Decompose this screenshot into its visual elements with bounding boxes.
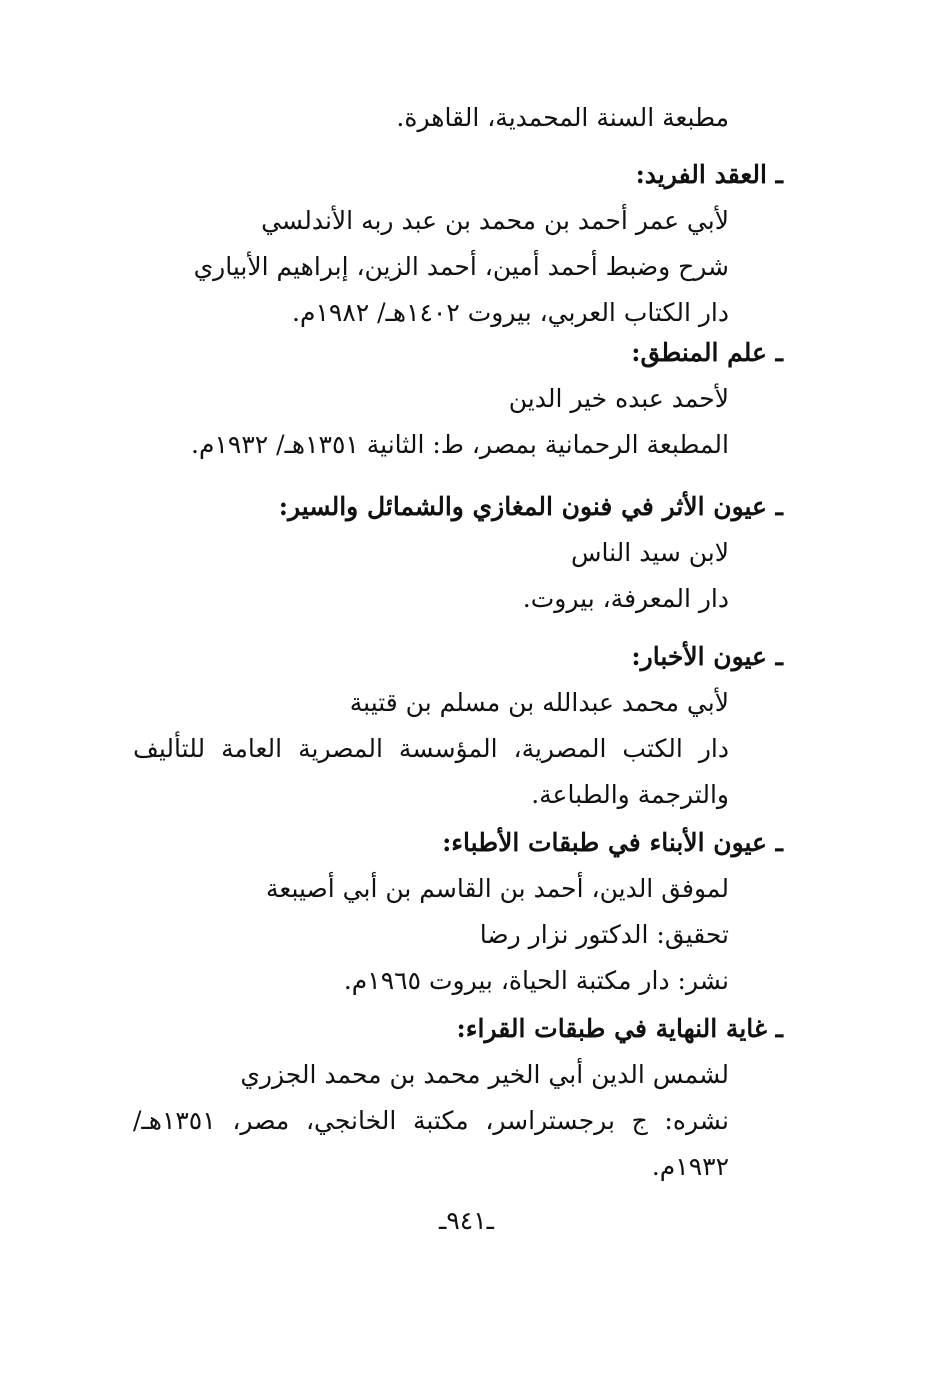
- entry-uyun-al-athar: [133, 484, 783, 622]
- entry-line: دار الكتاب العربي، بيروت ١٤٠٢هـ/ ١٩٨٢م.: [292, 298, 729, 327]
- entry-line: لأبي عمر أحمد بن محمد بن عبد ربه الأندلسي: [261, 206, 729, 235]
- entry-line: المطبعة الرحمانية بمصر، ط: الثانية ١٣٥١هـ/ ١٩٣٢م.: [191, 430, 729, 459]
- intro-line: مطبعة السنة المحمدية، القاهرة.: [396, 103, 729, 132]
- entry-line: لموفق الدين، أحمد بن القاسم بن أبي أصيبعة: [266, 874, 729, 903]
- entry-line: لشمس الدين أبي الخير محمد بن محمد الجزري: [240, 1060, 729, 1089]
- entry-title: ـ عيون الأبناء في طبقات الأطباء:: [442, 828, 783, 857]
- intro-block: [133, 95, 783, 141]
- entry-title: ـ العقد الفريد:: [635, 160, 783, 189]
- entry-title: ـ عيون الأخبار:: [631, 642, 783, 671]
- entry-line: تحقيق: الدكتور نزار رضا: [479, 920, 729, 949]
- page-number: ـ٩٤١ـ: [439, 1206, 494, 1235]
- entry-al-iqd-al-farid: [133, 152, 783, 336]
- entry-line: نشر: دار مكتبة الحياة، بيروت ١٩٦٥م.: [343, 966, 729, 995]
- entry-title: ـ غاية النهاية في طبقات القراء:: [456, 1014, 783, 1043]
- entry-uyun-al-akhbar: [133, 634, 783, 818]
- entry-title: ـ علم المنطق:: [631, 338, 783, 367]
- entry-line: دار المعرفة، بيروت.: [522, 584, 729, 613]
- entry-ilm-al-mantiq: [133, 330, 783, 468]
- entry-line: لأبي محمد عبدالله بن مسلم بن قتيبة: [349, 688, 729, 717]
- entry-title: ـ عيون الأثر في فنون المغازي والشمائل والسير:: [278, 492, 783, 521]
- entry-uyun-al-abna: [133, 820, 783, 1004]
- entry-line: لأحمد عبده خير الدين: [508, 384, 729, 413]
- entry-ghayat-al-nihaya: [133, 1006, 783, 1190]
- entry-line: دار الكتب المصرية، المؤسسة المصرية العامة للتأليف والترجمة والطباعة.: [133, 734, 729, 809]
- entry-line: نشره: ج برجستراسر، مكتبة الخانجي، مصر، ١٣٥١هـ/ ١٩٣٢م.: [133, 1106, 729, 1181]
- entry-line: لابن سيد الناس: [571, 538, 729, 567]
- entry-line: شرح وضبط أحمد أمين، أحمد الزين، إبراهيم الأبياري: [193, 252, 729, 281]
